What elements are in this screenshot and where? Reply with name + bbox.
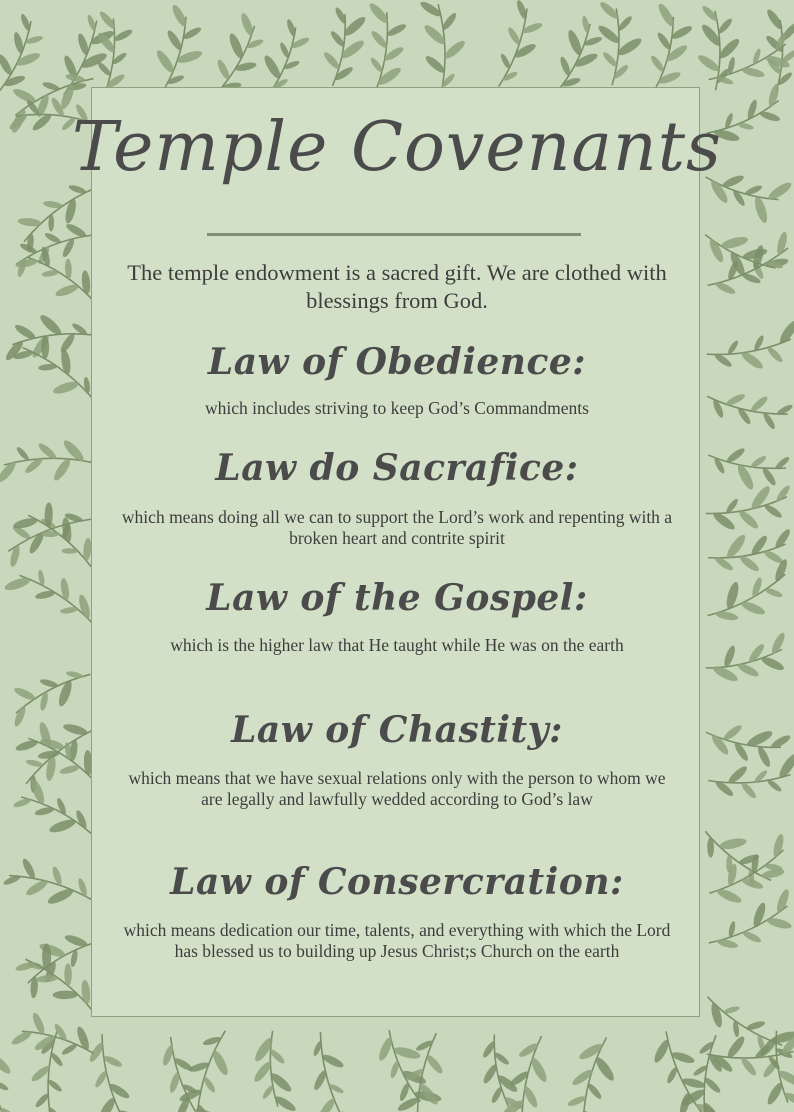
leaf-branch-icon bbox=[707, 392, 794, 430]
leaf-branch-icon bbox=[708, 446, 790, 491]
page-title: Temple Covenants bbox=[72, 108, 722, 187]
law-sacrifice-description: which means doing all we can to support the Lord’s work and repenting with a broken heart and contrite spirit bbox=[121, 507, 673, 548]
leaf-branch-icon bbox=[419, 0, 468, 95]
law-chastity-description: which means that we have sexual relations only with the person to whom we are legally and lawfully wedded according to God’s law bbox=[128, 768, 666, 809]
leaf-branch-icon bbox=[706, 723, 792, 768]
leaf-branch-icon bbox=[3, 569, 94, 624]
leaf-branch-icon bbox=[13, 778, 92, 835]
leaf-branch-icon bbox=[709, 888, 793, 950]
leaf-branch-icon bbox=[367, 1, 408, 91]
law-chastity-title: Law of Chastity: bbox=[231, 709, 563, 751]
law-gospel-description: which is the higher law that He taught while He was on the earth bbox=[170, 635, 624, 655]
leaf-branch-icon bbox=[706, 631, 787, 684]
law-sacrifice-title: Law do Sacrafice: bbox=[215, 447, 579, 489]
leaf-branch-icon bbox=[15, 246, 93, 300]
leaf-branch-icon bbox=[708, 752, 794, 800]
leaf-branch-icon bbox=[12, 670, 90, 728]
leaf-branch-icon bbox=[215, 12, 264, 95]
title-underline bbox=[207, 233, 581, 236]
leaf-branch-icon bbox=[499, 0, 544, 87]
intro-text: The temple endowment is a sacred gift. We are clothed with blessings from God. bbox=[127, 260, 667, 313]
leaf-branch-icon bbox=[709, 833, 785, 905]
law-obedience-description: which includes striving to keep God’s Commandments bbox=[205, 398, 589, 418]
leaf-branch-icon bbox=[649, 2, 694, 89]
leaf-branch-icon bbox=[679, 1035, 724, 1112]
leaf-branch-icon bbox=[154, 3, 203, 89]
law-obedience-title: Law of Obedience: bbox=[207, 341, 587, 383]
leaf-branch-icon bbox=[707, 318, 794, 371]
leaf-branch-icon bbox=[596, 0, 644, 85]
leaf-branch-icon bbox=[709, 32, 791, 86]
leaf-branch-icon bbox=[13, 336, 94, 400]
leaf-branch-icon bbox=[558, 15, 603, 90]
leaf-branch-icon bbox=[567, 1038, 617, 1112]
leaf-branch-icon bbox=[262, 18, 311, 93]
leaf-branch-icon bbox=[0, 438, 91, 485]
law-gospel-title: Law of the Gospel: bbox=[206, 577, 588, 619]
leaf-branch-icon bbox=[707, 997, 794, 1053]
leaf-branch-icon bbox=[706, 484, 792, 532]
leaf-branch-icon bbox=[312, 1032, 365, 1112]
leaf-branch-icon bbox=[0, 1033, 18, 1112]
leaf-branch-icon bbox=[252, 1031, 298, 1112]
leaf-branch-icon bbox=[96, 10, 134, 94]
leaf-branch-icon bbox=[161, 1037, 216, 1112]
leaf-branch-icon bbox=[481, 1034, 524, 1111]
leaf-branch-icon bbox=[2, 857, 93, 906]
leaf-branch-icon bbox=[0, 13, 44, 91]
leaf-branch-icon bbox=[87, 1034, 139, 1112]
law-consecration-description: which means dedication our time, talents, and everything with which the Lord has blessed us to building up Jesus Christ;s Church on the earth bbox=[123, 920, 671, 961]
leaf-branch-icon bbox=[322, 6, 368, 86]
law-consecration-title: Law of Consercration: bbox=[170, 861, 624, 903]
leaf-branch-icon bbox=[707, 231, 788, 296]
leaf-branch-icon bbox=[178, 1031, 230, 1112]
